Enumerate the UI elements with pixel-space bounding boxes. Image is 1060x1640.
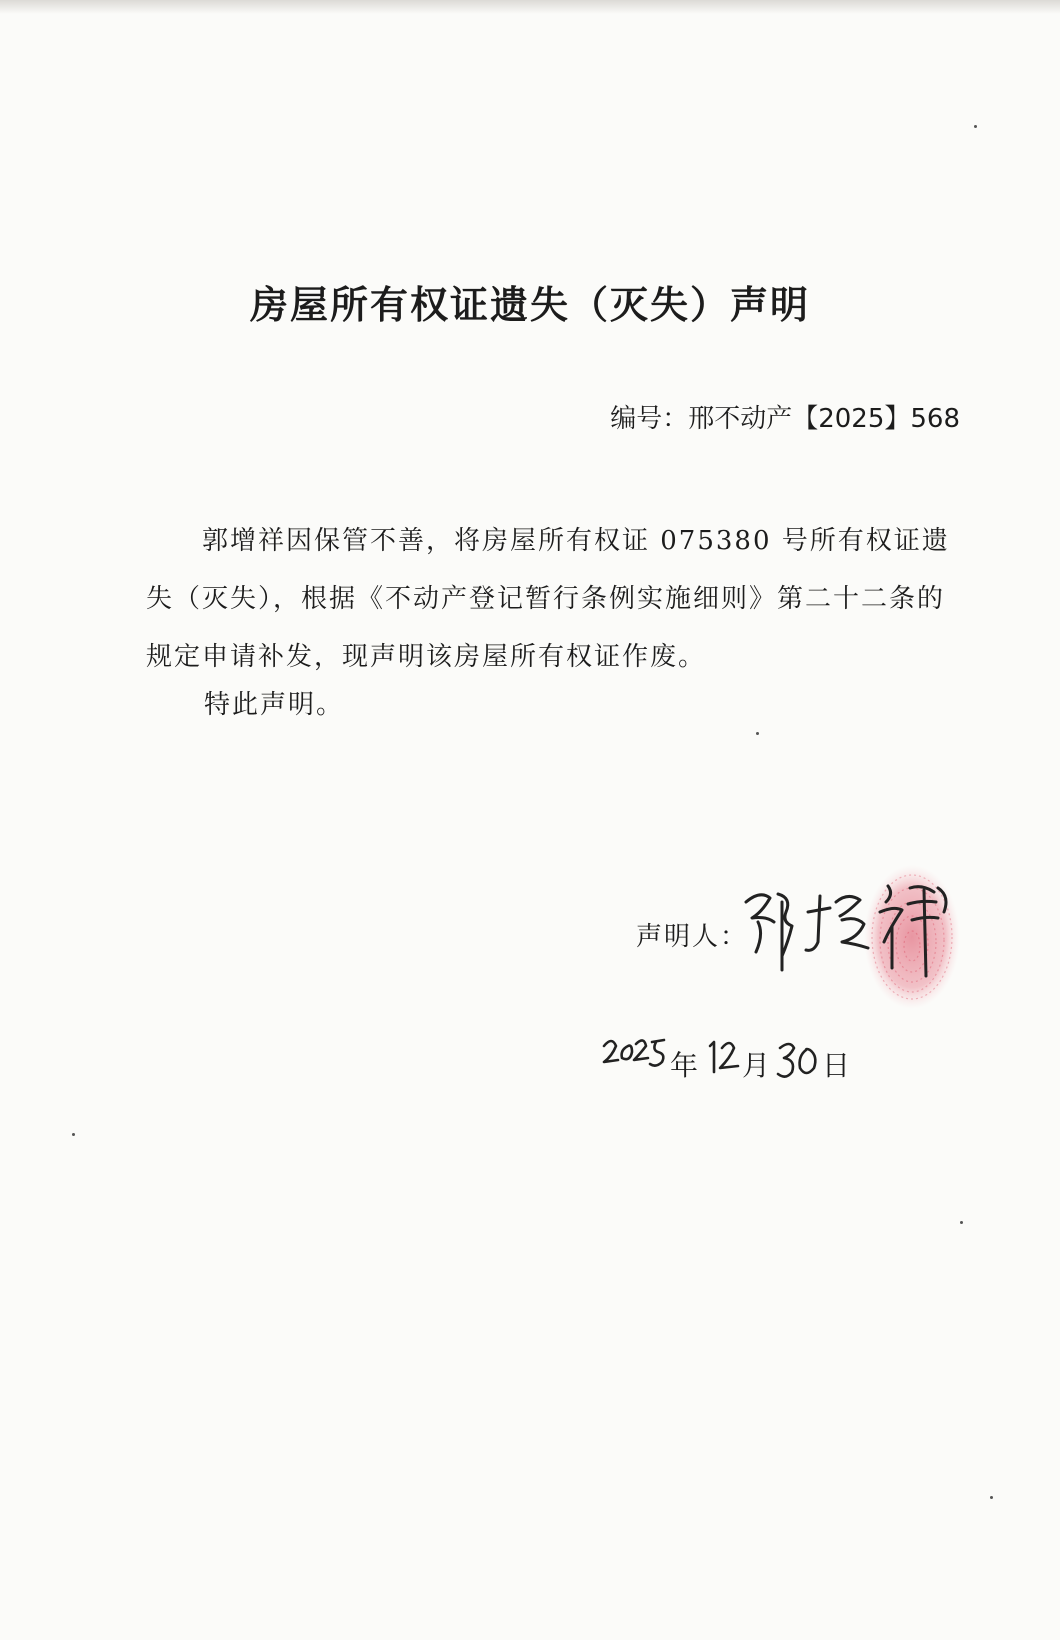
handwritten-day	[776, 1036, 824, 1086]
scan-speck	[960, 1221, 963, 1224]
document-number-value: 邢不动产【2025】568	[688, 404, 960, 434]
handwritten-signature	[738, 872, 968, 982]
document-number	[610, 398, 960, 435]
month-character: 月	[742, 1049, 771, 1082]
handwritten-month	[704, 1032, 744, 1082]
scan-speck	[990, 1496, 993, 1499]
scan-speck	[756, 732, 759, 735]
closing-statement: 特此声明。	[204, 690, 345, 720]
declarant-label: 声明人：	[636, 922, 749, 952]
handwritten-year	[600, 1032, 670, 1082]
scan-edge-shadow	[0, 0, 1060, 14]
day-character: 日	[822, 1049, 851, 1082]
statement-body: 郭增祥因保管不善，将房屋所有权证 075380 号所有权证遗失（灭失），根据《不动产登记暂行条例实施细则》第二十二条的规定申请补发，现声明该房屋所有权证作废。	[146, 526, 950, 672]
signing-date	[600, 1032, 900, 1092]
scan-speck	[72, 1133, 75, 1136]
year-character: 年	[670, 1049, 699, 1082]
document-title: 房屋所有权证遗失（灭失）声明	[249, 283, 810, 327]
document-number-label: 编号：	[610, 404, 689, 434]
scan-speck	[974, 125, 977, 128]
